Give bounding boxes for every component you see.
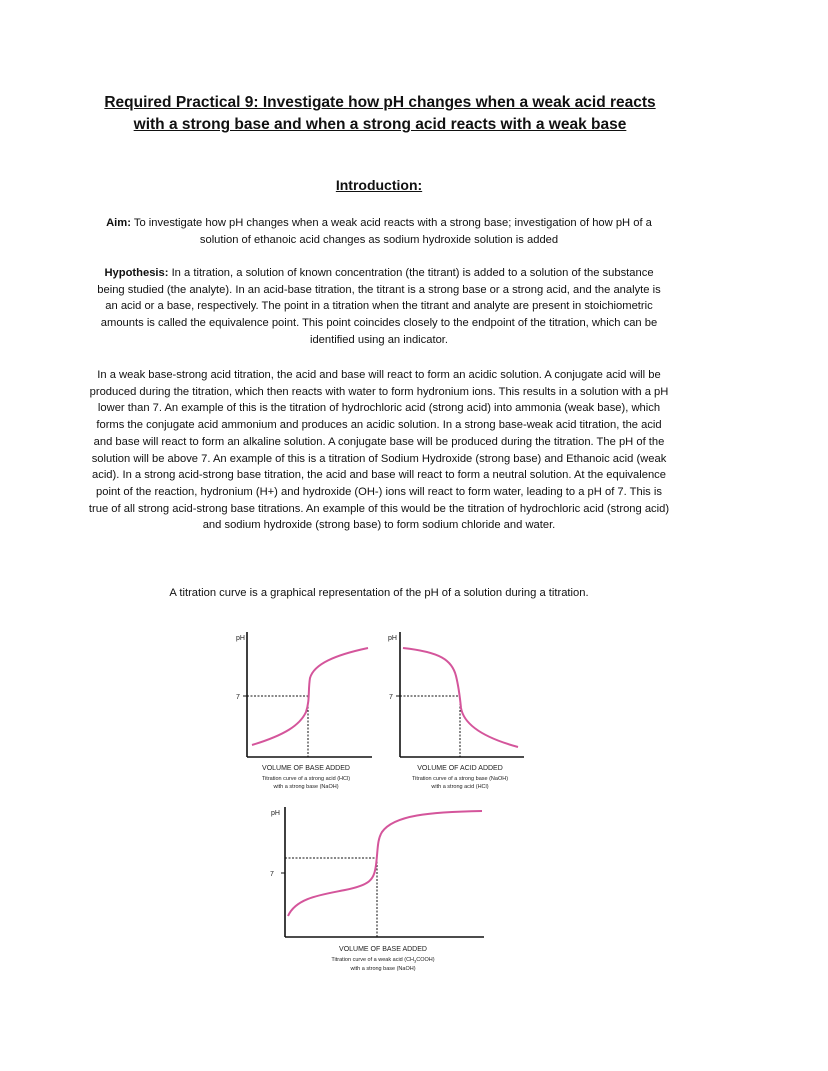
g2-tick-label: 7 bbox=[389, 694, 393, 701]
g3-caption-subscript: 3 bbox=[414, 958, 417, 964]
g3-caption-line2: with a strong base (NaOH) bbox=[350, 966, 416, 972]
hypothesis-label: Hypothesis: bbox=[104, 267, 169, 279]
graph-strong-base-strong-acid bbox=[388, 632, 524, 790]
aim-text: To investigate how pH changes when a weak acid reacts with a strong base; investigation of how pH of a solution of ethanoic acid changes as sodium hydroxide solution is added bbox=[130, 217, 652, 246]
g2-caption-line2: with a strong acid (HCl) bbox=[431, 784, 489, 790]
g2-x-axis-label: VOLUME OF ACID ADDED bbox=[417, 765, 503, 772]
g3-caption-part1: Titration curve of a weak acid (CH bbox=[331, 957, 415, 963]
g3-curve bbox=[288, 811, 482, 916]
introduction-heading: Introduction: bbox=[335, 177, 423, 193]
g3-tick-label: 7 bbox=[270, 871, 274, 878]
g2-caption-line1: Titration curve of a strong base (NaOH) bbox=[411, 776, 509, 782]
graph-weak-acid-strong-base bbox=[270, 807, 484, 972]
graph-strong-acid-strong-base bbox=[236, 632, 372, 790]
g3-caption-part2: COOH) bbox=[416, 957, 435, 963]
hypothesis-text: In a titration, a solution of known concentration (the titrant) is added to a solution of the substance being studied (the analyte). In an acid-base titration, the titrant is a strong base or a strong acid, and the analyte is an acid or a base, respectively. The point in a titration when the titrant and analyte are present in stoichiometric amounts is called the equivalence point. This point coincides closely to the endpoint of the titration, which can be identified using an indicator. bbox=[97, 267, 661, 346]
g3-caption-line1 bbox=[331, 957, 434, 964]
g3-x-axis-label: VOLUME OF BASE ADDED bbox=[339, 946, 427, 953]
g1-caption-line2: with a strong base (NaOH) bbox=[273, 784, 339, 790]
g1-caption-line1: Titration curve of a strong acid (HCl) bbox=[261, 776, 351, 782]
g1-y-axis-label: pH bbox=[236, 635, 245, 642]
g1-tick-label: 7 bbox=[236, 694, 240, 701]
g3-y-axis-label: pH bbox=[271, 810, 280, 817]
aim-label: Aim: bbox=[106, 217, 131, 229]
body-paragraph: In a weak base-strong acid titration, the acid and base will react to form an acidic solution. A conjugate acid will be produced during the titration, which then reacts with water to form hydronium ions. This results in a solution with a pH lower than 7. An example of this is the titration of hydrochloric acid (strong acid) into ammonia (weak base), which forms the conjugate acid ammonium and produces an acidic solution. In a strong base-weak acid titration, the acid and base will react to form an alkaline solution. A conjugate base will be produced during the titration. The pH of the solution will be above 7. An example of this is a titration of Sodium Hydroxide (strong base) and Ethanoic acid (weak acid). In a strong acid-strong base titration, the acid and base will react to form a neutral solution. At the equivalence point of the reaction, hydronium (H+) and hydroxide (OH-) ions will react to form water, leading to a pH of 7. This is true of all strong acid-strong base titrations. An example of this would be the titration of hydrochloric acid (strong acid) and sodium hydroxide (strong base) to form sodium chloride and water. bbox=[88, 369, 670, 532]
curve-intro-text: A titration curve is a graphical representation of the pH of a solution during a titration. bbox=[169, 587, 589, 599]
g1-x-axis-label: VOLUME OF BASE ADDED bbox=[262, 765, 350, 772]
g2-y-axis-label: pH bbox=[388, 635, 397, 642]
page-title: Required Practical 9: Investigate how pH changes when a weak acid reacts with a strong base and when a strong acid reacts with a weak base bbox=[104, 94, 656, 133]
